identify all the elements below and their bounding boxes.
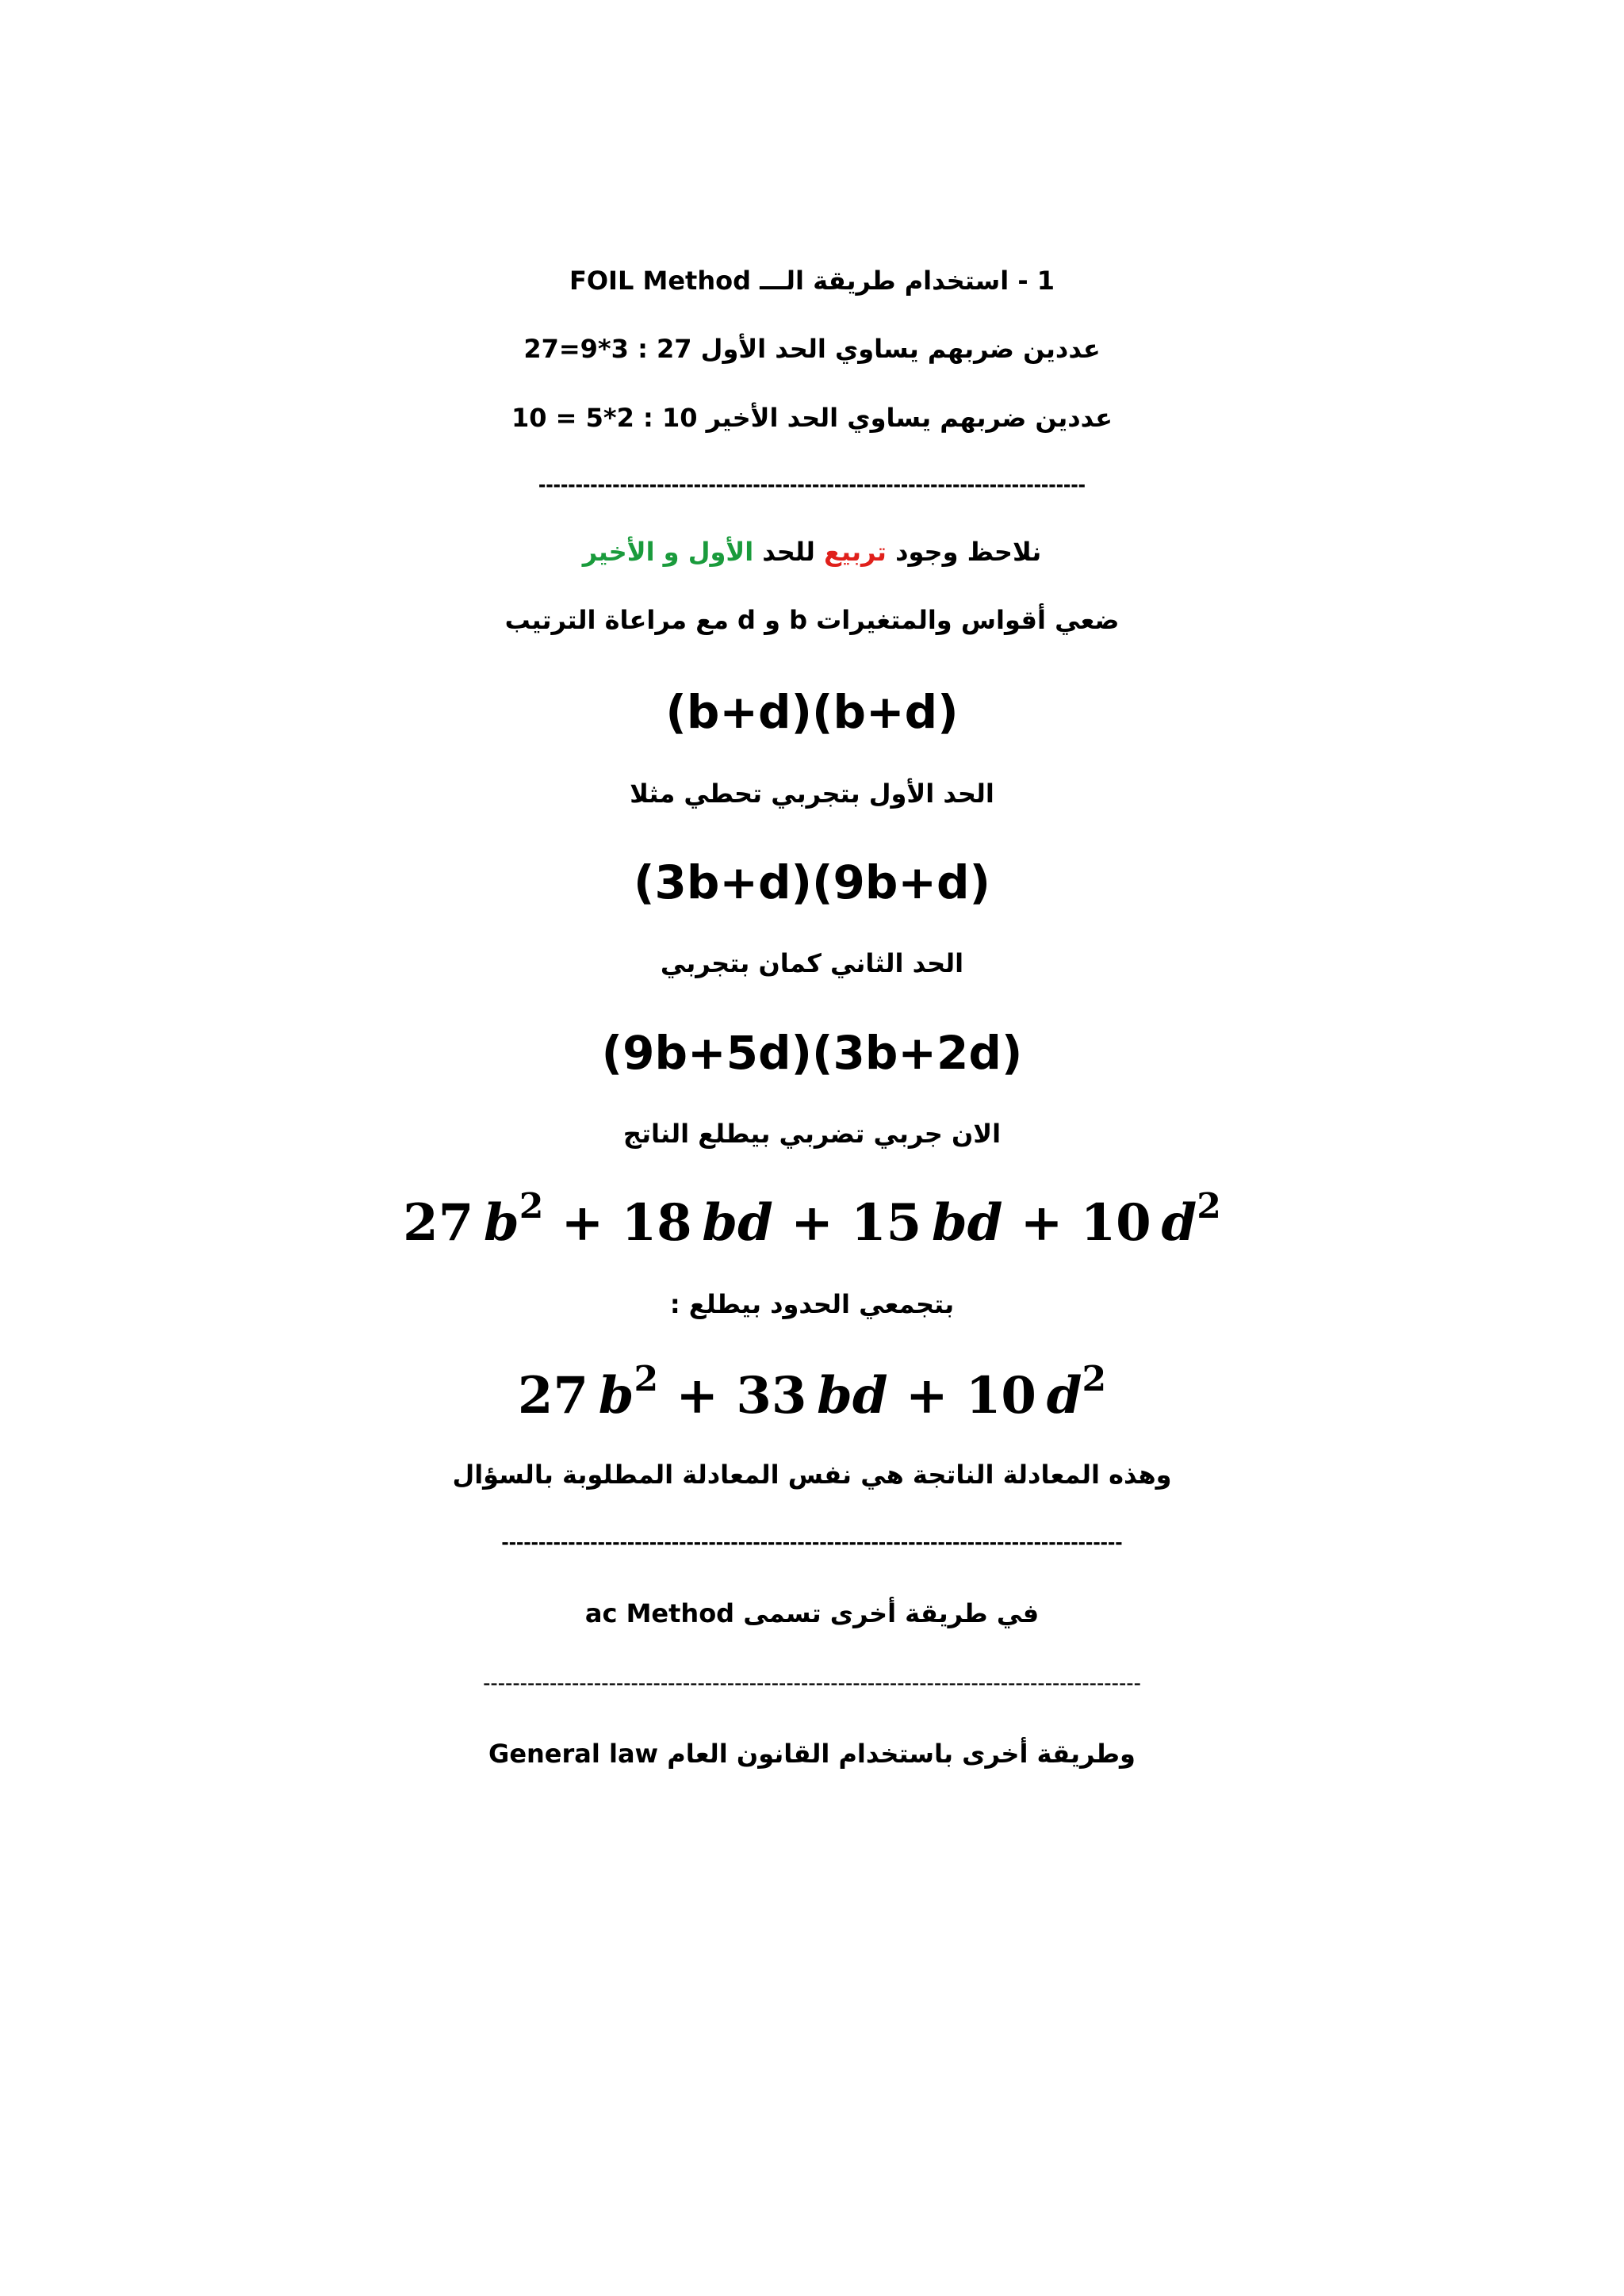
operator: + xyxy=(1020,1193,1063,1253)
first-term-factors: عددين ضربهم يساوي الحد الأول 27 : 3*9=27 xyxy=(523,334,1101,364)
brackets-instruction: ضعي أقواس والمتغيرات b و d مع مراعاة الترتيب xyxy=(504,605,1120,635)
exponent: 2 xyxy=(634,1359,659,1399)
operator: + xyxy=(676,1366,719,1425)
general-law-note: وطريقة أخرى باستخدام القانون العام General law xyxy=(488,1739,1136,1769)
separator-line: -------------------------------------------------------------------------- xyxy=(538,473,1086,496)
variable: bd xyxy=(931,1193,1003,1253)
expression-step-2: (3b+d)(9b+d) xyxy=(633,855,990,909)
first-term-instruction: الحد الأول بتجربي تحطي مثلا xyxy=(630,779,994,809)
exponent: 2 xyxy=(1082,1359,1107,1399)
ac-method-note: في طريقة أخرى تسمى ac Method xyxy=(584,1598,1040,1628)
coefficient: 10 xyxy=(1080,1193,1151,1253)
conclusion-text: وهذه المعادلة الناتجة هي نفس المعادلة المطلوبة بالسؤال xyxy=(452,1460,1172,1490)
coefficient: 33 xyxy=(736,1366,807,1425)
separator-line: ------------------------------------------------------------------------------------ xyxy=(501,1530,1123,1554)
separator-line: ----------------------------------------------------------------------------------------- xyxy=(483,1671,1141,1695)
note-highlight-square: تربيع xyxy=(824,537,887,567)
exponent: 2 xyxy=(519,1186,544,1226)
note-text: للحد xyxy=(753,537,825,567)
final-expression xyxy=(0,1359,1624,1430)
last-term-factors: عددين ضربهم يساوي الحد الأخير 10 : 2*5 = 10 xyxy=(511,403,1113,433)
square-note xyxy=(0,534,1624,569)
expression-step-3: (9b+5d)(3b+2d) xyxy=(601,1026,1023,1080)
coefficient: 27 xyxy=(517,1366,588,1425)
variable: d xyxy=(1046,1366,1082,1425)
coefficient: 18 xyxy=(621,1193,692,1253)
second-term-instruction: الحد الثاني كمان بتجربي xyxy=(660,948,964,978)
expanded-product xyxy=(0,1186,1624,1257)
operator: + xyxy=(791,1193,833,1253)
exponent: 2 xyxy=(1197,1186,1221,1226)
note-text: نلاحظ وجود xyxy=(886,537,1042,567)
variable: bd xyxy=(702,1193,773,1253)
heading-foil-method: 1 - استخدام طريقة الـــ FOIL Method xyxy=(569,266,1055,296)
operator: + xyxy=(561,1193,604,1253)
variable: bd xyxy=(817,1366,888,1425)
expression-step-1: (b+d)(b+d) xyxy=(665,685,959,739)
variable: d xyxy=(1161,1193,1197,1253)
operator: + xyxy=(905,1366,948,1425)
coefficient: 10 xyxy=(965,1366,1036,1425)
coefficient: 15 xyxy=(851,1193,922,1253)
coefficient: 27 xyxy=(403,1193,474,1253)
variable: b xyxy=(598,1366,634,1425)
variable: b xyxy=(484,1193,519,1253)
note-highlight-terms: الأول و الأخير xyxy=(582,537,754,567)
multiply-instruction: الان جربي تضربي بيطلع الناتج xyxy=(622,1119,1002,1149)
combine-terms-instruction: بتجمعي الحدود بيطلع : xyxy=(669,1289,955,1319)
